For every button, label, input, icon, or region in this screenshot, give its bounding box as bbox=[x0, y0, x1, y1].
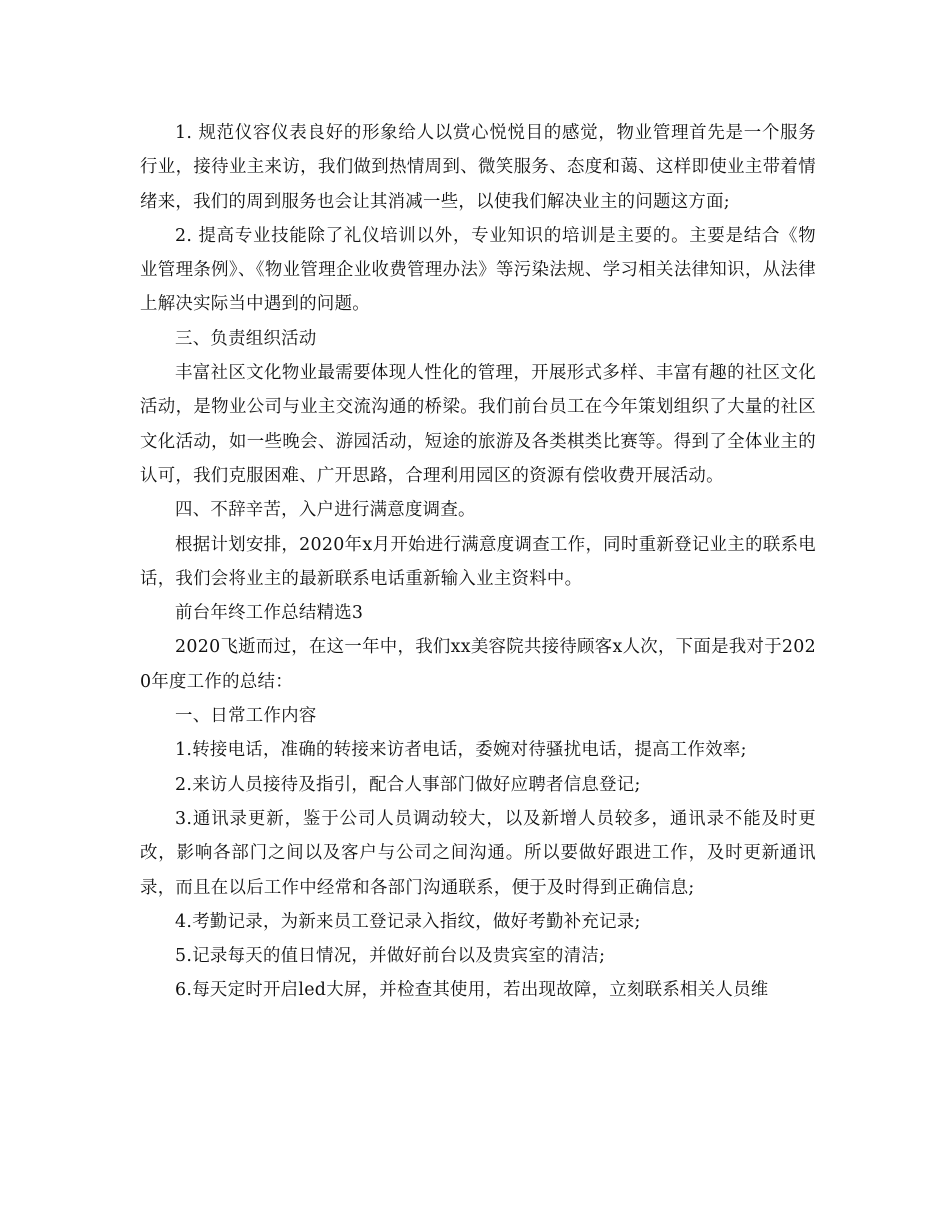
list-item-duty-record: 5.记录每天的值日情况，并做好前台以及贵宾室的清洁; bbox=[175, 946, 606, 967]
list-item-directory-update: 3.通讯录更新，鉴于公司人员调动较大，以及新增人员较多，通讯录不能及时更改，影响各部门之间以及客户与公司之间沟通。所以要做好跟进工作，及时更新通讯录，而且在以后工作中经常和各部门沟通联系，便于及时得到正确信息; bbox=[140, 808, 816, 898]
list-item-visitor-reception: 2.来访人员接待及指引，配合人事部门做好应聘者信息登记; bbox=[175, 774, 641, 795]
list-item-attendance-record: 4.考勤记录，为新来员工登记录入指纹，做好考勤补充记录; bbox=[175, 911, 641, 932]
section-heading-daily-work: 一、日常工作内容 bbox=[175, 706, 317, 727]
paragraph-year-intro: 2020飞逝而过，在这一年中，我们xx美容院共接待顾客x人次，下面是我对于2020年度工作的总结： bbox=[140, 637, 816, 692]
section-heading-organize-activities: 三、负责组织活动 bbox=[175, 328, 317, 349]
paragraph-etiquette-training: 1. 规范仪容仪表良好的形象给人以赏心悦悦目的感觉，物业管理首先是一个服务行业，接待业主来访，我们做到热情周到、微笑服务、态度和蔼、这样即使业主带着情绪来，我们的周到服务也会让其消减一些，以使我们解决业主的问题这方面; bbox=[140, 123, 816, 212]
list-item-phone-transfer: 1.转接电话，准确的转接来访者电话，委婉对待骚扰电话，提高工作效率; bbox=[175, 740, 747, 761]
section-heading-satisfaction-survey: 四、不辞辛苦，入户进行满意度调查。 bbox=[175, 500, 476, 521]
paragraph-community-culture: 丰富社区文化物业最需要体现人性化的管理，开展形式多样、丰富有趣的社区文化活动，是物业公司与业主交流沟通的桥梁。我们前台员工在今年策划组织了大量的社区文化活动，如一些晚会、游园活动，短途的旅游及各类棋类比赛等。得到了全体业主的认可，我们克服困难、广开思路，合理利用园区的资源有偿收费开展活动。 bbox=[140, 363, 816, 486]
article-title-summary-3: 前台年终工作总结精选3 bbox=[175, 603, 364, 624]
paragraph-professional-skills: 2. 提高专业技能除了礼仪培训以外，专业知识的培训是主要的。主要是结合《物业管理条例》、《物业管理企业收费管理办法》等污染法规、学习相关法律知识，从法律上解决实际当中遇到的问题。 bbox=[140, 225, 816, 315]
paragraph-survey-plan: 根据计划安排，2020年x月开始进行满意度调查工作，同时重新登记业主的联系电话，我们会将业主的最新联系电话重新输入业主资料中。 bbox=[140, 534, 816, 589]
list-item-led-screen: 6.每天定时开启led大屏，并检查其使用，若出现故障，立刻联系相关人员维 bbox=[175, 980, 769, 1001]
